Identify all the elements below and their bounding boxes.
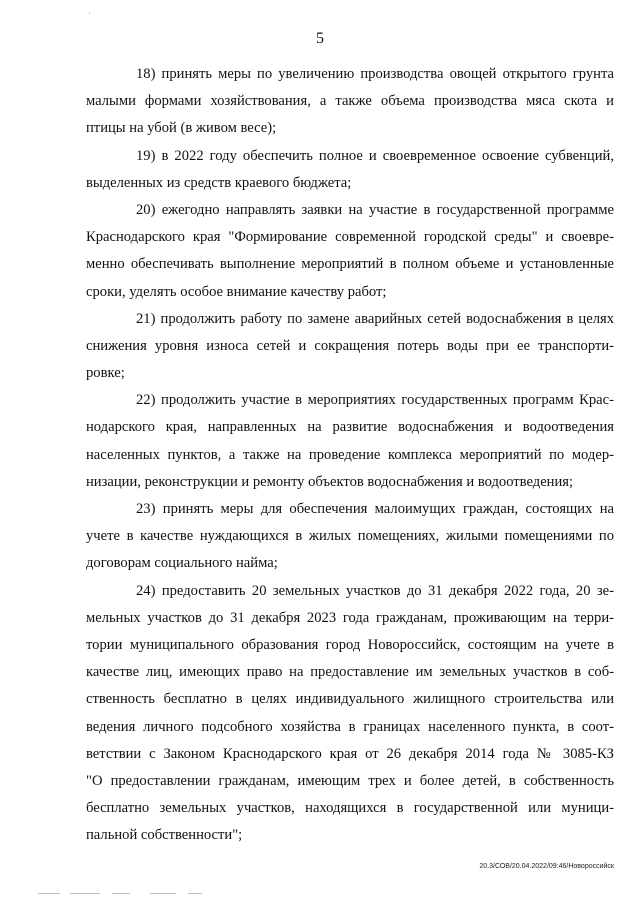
paragraph-line: менно обеспечивать выполнение мероприятий в полном объеме и установленные <box>86 256 614 273</box>
scan-artifact-dash <box>38 893 60 894</box>
document-footer-code: 20.3/СОВ/20.04.2022/09:46/Новороссийск <box>479 863 614 870</box>
scan-artifact-dash <box>150 893 176 894</box>
paragraph-line: населенных пунктов, а также на проведение комплекса мероприятий по модер- <box>86 446 614 463</box>
paragraph-line: мельных участков до 31 декабря 2023 года гражданам, проживающим на терри- <box>86 609 614 626</box>
paragraph-line: договорам социального найма; <box>86 555 278 572</box>
paragraph-line: 19) в 2022 году обеспечить полное и своевременное освоение субвенций, <box>136 147 614 164</box>
paragraph-line: тории муниципального образования город Новороссийск, состоящим на учете в <box>86 636 614 653</box>
paragraph-line: ветствии с Законом Краснодарского края от 26 декабря 2014 года № 3085-КЗ <box>86 745 614 762</box>
paragraph-line: 23) принять меры для обеспечения малоимущих граждан, состоящих на <box>136 501 614 517</box>
paragraph-line: снижения уровня износа сетей и сокращения потерь воды при ее транспорти- <box>86 337 614 354</box>
paragraph-line: 20) ежегодно направлять заявки на участие в государственной программе <box>136 201 614 218</box>
paragraph-line: 24) предоставить 20 земельных участков до 31 декабря 2022 года, 20 зе- <box>136 582 614 599</box>
paragraph-line: ровке; <box>86 365 125 382</box>
page-number: 5 <box>316 30 324 47</box>
paragraph-item-20 <box>86 197 614 306</box>
paragraph-item-23 <box>86 496 614 578</box>
paragraph-line: "О предоставлении гражданам, имеющим трех и более детей, в собственность <box>86 772 614 789</box>
paragraph-line: 21) продолжить работу по замене аварийных сетей водоснабжения в целях <box>136 310 614 327</box>
document-body <box>86 61 614 849</box>
scan-artifact-dash <box>188 893 202 894</box>
paragraph-line: малыми формами хозяйствования, а также объема производства мяса скота и <box>86 93 614 110</box>
paragraph-line: ственность бесплатно в целях индивидуального жилищного строительства или <box>86 691 614 708</box>
paragraph-line: сроки, уделять особое внимание качеству работ; <box>86 283 387 300</box>
scan-artifact-dash <box>112 893 130 894</box>
paragraph-item-21 <box>86 306 614 388</box>
paragraph-line: 22) продолжить участие в мероприятиях государственных программ Крас- <box>136 392 614 409</box>
paragraph-line: Краснодарского края "Формирование современной городской среды" и своевре- <box>86 229 614 246</box>
paragraph-line: качестве лиц, имеющих право на предоставление им земельных участков в соб- <box>86 664 614 681</box>
paragraph-item-22 <box>86 387 614 496</box>
paragraph-line: ведения личного подсобного хозяйства в границах населенного пункта, в соот- <box>86 718 614 735</box>
paragraph-line: птицы на убой (в живом весе); <box>86 120 277 137</box>
paragraph-item-24 <box>86 578 614 850</box>
paragraph-line: низации, реконструкции и ремонту объектов водоснабжения и водоотведения; <box>86 473 574 490</box>
paragraph-line: нодарского края, направленных на развитие водоснабжения и водоотведения <box>86 419 614 436</box>
paragraph-line: выделенных из средств краевого бюджета; <box>86 174 352 191</box>
scan-artifact-dot <box>89 12 90 14</box>
paragraph-line: 18) принять меры по увеличению производства овощей открытого грунта <box>136 66 614 82</box>
paragraph-item-19 <box>86 143 614 197</box>
scan-artifact-dash <box>70 893 100 894</box>
paragraph-line: учете в качестве нуждающихся в жилых помещениях, жилыми помещениями по <box>86 528 614 545</box>
paragraph-item-18 <box>86 61 614 143</box>
paragraph-line: бесплатно земельных участков, находящихся в государственной или муници- <box>86 800 614 817</box>
paragraph-line: пальной собственности"; <box>86 827 243 844</box>
